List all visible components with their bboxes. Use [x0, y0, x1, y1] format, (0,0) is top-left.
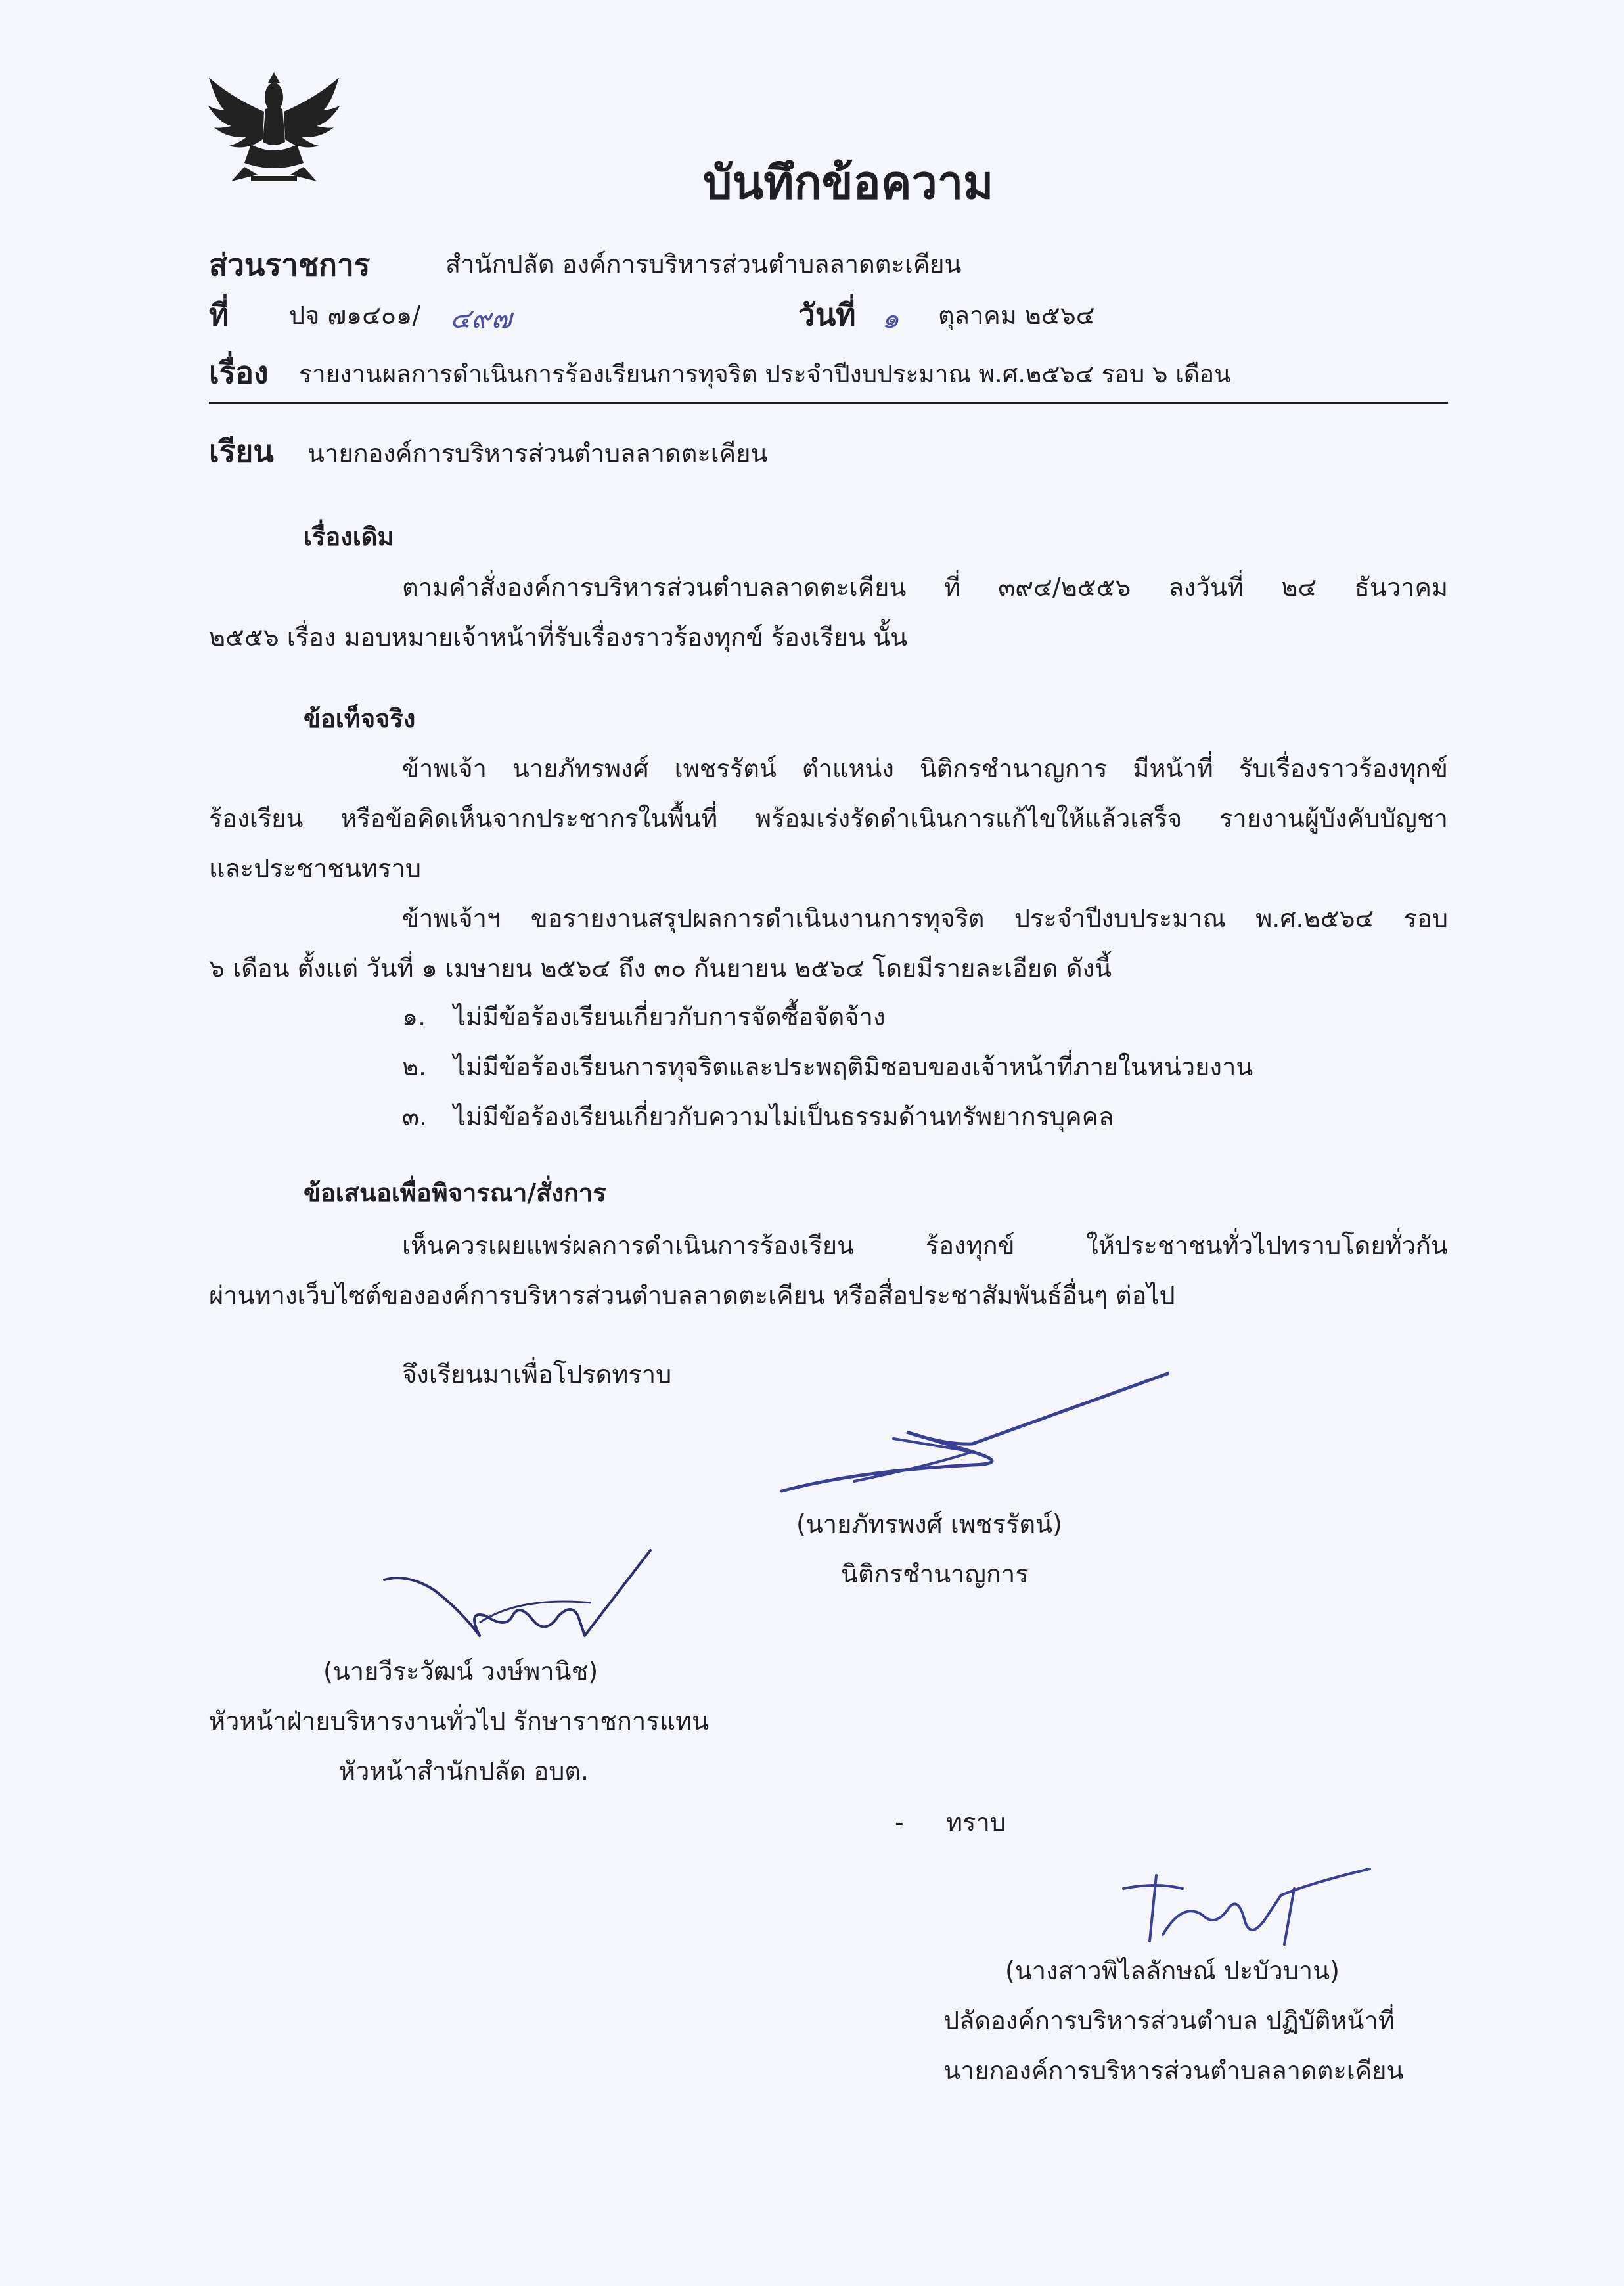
- closing-line: จึงเรียนมาเพื่อโปรดทราบ: [402, 1360, 672, 1389]
- acknowledge-dash: -: [895, 1808, 904, 1837]
- facts-p1-line-2: ร้องเรียน หรือข้อคิดเห็นจากประชากรในพื้นที่ พร้อมเร่งรัดดำเนินการแก้ไขให้แล้วเสร็จ รายงานผู้บังคับบัญชา: [209, 804, 1448, 833]
- background-line-1: ตามคำสั่งองค์การบริหารส่วนตำบลลาดตะเคียน ที่ ๓๙๔/๒๕๕๖ ลงวันที่ ๒๔ ธันวาคม: [402, 573, 1448, 602]
- ref-number-handwritten: ๔๙๗: [450, 302, 512, 334]
- signer-1-name: (นายภัทรพงศ์ เพชรรัตน์): [796, 1510, 1062, 1538]
- facts-item-text: ไม่มีข้อร้องเรียนเกี่ยวกับความไม่เป็นธรรมด้านทรัพยากรบุคคล: [453, 1102, 1114, 1131]
- facts-item-number: ๑.: [402, 1002, 426, 1031]
- facts-item-text: ไม่มีข้อร้องเรียนเกี่ยวกับการจัดซื้อจัดจ้าง: [453, 1002, 886, 1031]
- proposal-line-2: ผ่านทางเว็บไซต์ขององค์การบริหารส่วนตำบลลาดตะเคียน หรือสื่อประชาสัมพันธ์อื่นๆ ต่อไป: [209, 1281, 1175, 1310]
- proposal-heading: ข้อเสนอเพื่อพิจารณา/สั่งการ: [304, 1178, 606, 1207]
- background-line-2: ๒๕๕๖ เรื่อง มอบหมายเจ้าหน้าที่รับเรื่องราวร้องทุกข์ ร้องเรียน นั้น: [209, 623, 908, 652]
- signer-2-position-2: หัวหน้าสำนักปลัด อบต.: [339, 1757, 589, 1785]
- subject-label: เรื่อง: [209, 355, 269, 390]
- facts-item-number: ๓.: [402, 1102, 428, 1131]
- facts-p1-line-3: และประชาชนทราบ: [209, 854, 421, 883]
- signer-3-name: (นางสาวพิไลลักษณ์ ปะบัวบาน): [1005, 1956, 1340, 1985]
- salutation-value: นายกองค์การบริหารส่วนตำบลลาดตะเคียน: [307, 439, 768, 468]
- signature-2: [381, 1544, 657, 1649]
- agency-value: สำนักปลัด องค์การบริหารส่วนตำบลลาดตะเคียน: [445, 250, 962, 279]
- salutation-label: เรียน: [209, 434, 274, 469]
- ref-prefix: ปจ ๗๑๔๐๑/: [289, 301, 421, 330]
- facts-p2-line-2: ๖ เดือน ตั้งแต่ วันที่ ๑ เมษายน ๒๕๖๔ ถึง ๓๐ กันยายน ๒๕๖๔ โดยมีรายละเอียด ดังนี้: [209, 954, 1112, 983]
- acknowledge-text: ทราบ: [946, 1808, 1006, 1837]
- facts-item-text: ไม่มีข้อร้องเรียนการทุจริตและประพฤติมิชอบของเจ้าหน้าที่ภายในหน่วยงาน: [453, 1052, 1253, 1081]
- garuda-emblem-icon: [205, 71, 343, 189]
- signer-3-position-2: นายกองค์การบริหารส่วนตำบลลาดตะเคียน: [943, 2056, 1404, 2085]
- signature-1: [775, 1366, 1169, 1498]
- signature-3: [1117, 1862, 1380, 1954]
- facts-p1-line-1: ข้าพเจ้า นายภัทรพงศ์ เพชรรัตน์ ตำแหน่ง นิติกรชำนาญการ มีหน้าที่ รับเรื่องราวร้องทุกข์: [402, 754, 1448, 783]
- date-rest: ตุลาคม ๒๕๖๔: [938, 301, 1095, 330]
- facts-heading: ข้อเท็จจริง: [304, 704, 416, 733]
- date-label: วันที่: [798, 297, 856, 332]
- signer-2-name: (นายวีระวัฒน์ วงษ์พานิช): [323, 1657, 598, 1686]
- agency-label: ส่วนราชการ: [209, 247, 371, 282]
- header-divider: [209, 402, 1448, 404]
- signer-1-position: นิติกรชำนาญการ: [841, 1559, 1029, 1588]
- facts-item-number: ๒.: [402, 1052, 427, 1081]
- background-heading: เรื่องเดิม: [304, 522, 394, 551]
- ref-label: ที่: [209, 297, 229, 332]
- subject-value: รายงานผลการดำเนินการร้องเรียนการทุจริต ประจำปีงบประมาณ พ.ศ.๒๕๖๔ รอบ ๖ เดือน: [299, 360, 1231, 388]
- proposal-line-1: เห็นควรเผยแพร่ผลการดำเนินการร้องเรียน ร้องทุกข์ ให้ประชาชนทั่วไปทราบโดยทั่วกัน: [402, 1231, 1448, 1260]
- memo-title: บันทึกข้อความ: [703, 156, 994, 210]
- signer-2-position-1: หัวหน้าฝ่ายบริหารงานทั่วไป รักษาราชการแทน: [209, 1707, 710, 1736]
- signer-3-position-1: ปลัดองค์การบริหารส่วนตำบล ปฏิบัติหน้าที่: [943, 2006, 1395, 2035]
- date-day-handwritten: ๑: [882, 302, 899, 334]
- facts-p2-line-1: ข้าพเจ้าฯ ขอรายงานสรุปผลการดำเนินงานการทุจริต ประจำปีงบประมาณ พ.ศ.๒๕๖๔ รอบ: [402, 904, 1448, 933]
